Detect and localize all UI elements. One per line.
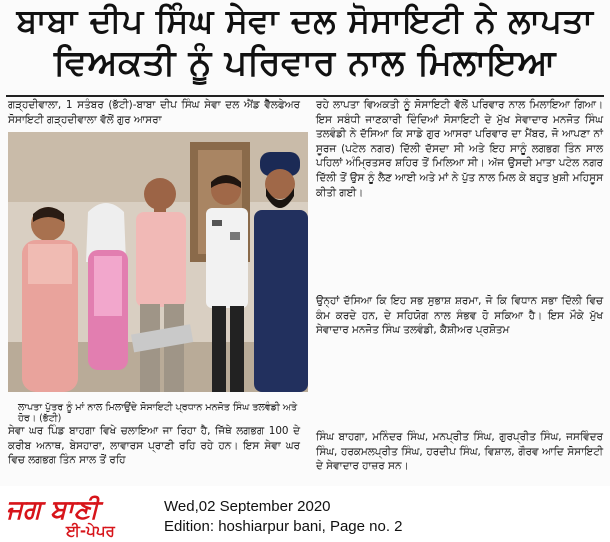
headline-divider: [6, 95, 604, 97]
publication-date: Wed,02 September 2020: [164, 498, 331, 515]
dateline-paragraph: ਗੜ੍ਹਦੀਵਾਲਾ, 1 ਸਤੰਬਰ (ਭੱਟੀ)-ਬਾਬਾ ਦੀਪ ਸਿੰਘ ਸੇਵਾ ਦਲ ਐਂਡ ਵੈੱਲਫੇਅਰ ਸੋਸਾਇਟੀ ਗੜ੍ਹਦੀਵਾਲਾ ਵੱਲੋਂ ਗੁਰ ਆਸਰਾ: [8, 99, 300, 126]
news-photo-illustration: [8, 132, 308, 392]
headline-line-1: ਬਾਬਾ ਦੀਪ ਸਿੰਘ ਸੇਵਾ ਦਲ ਸੋਸਾਇਟੀ ਨੇ ਲਾਪਤਾ: [16, 1, 594, 40]
news-photo: [8, 132, 308, 392]
photo-caption: ਲਾਪਤਾ ਪੁੱਤਰ ਨੂੰ ਮਾਂ ਨਾਲ ਮਿਲਾਉਂਦੇ ਸੋਸਾਇਟੀ ਪ੍ਰਧਾਨ ਮਨਜੋਤ ਸਿੰਘ ਤਲਵੰਡੀ ਅਤੇ ਹੋਰ। (ਭੱਟੀ): [18, 402, 298, 424]
logo-main-text: ਜਗ ਬਾਣੀ: [6, 495, 99, 525]
article-col2-mid: [316, 294, 603, 338]
edition-info: Edition: hoshiarpur bani, Page no. 2: [164, 518, 403, 535]
article-col2-top: [316, 98, 603, 200]
logo-sub-text: ਈ-ਪੇਪਰ: [66, 522, 115, 538]
article-paragraph: ਰਹੇ ਲਾਪਤਾ ਵਿਅਕਤੀ ਨੂੰ ਸੋਸਾਇਟੀ ਵੱਲੋਂ ਪਰਿਵਾਰ ਨਾਲ ਮਿਲਾਇਆ ਗਿਆ। ਇਸ ਸਬੰਧੀ ਜਾਣਕਾਰੀ ਦਿੰਦਿਆਂ ਸੋਸਾਇਟੀ ਦੇ ਮੁੱਖ ਸੇਵਾਦਾਰ ਮਨਜੋਤ ਸਿੰਘ ਤਲਵੰਡੀ ਨੇ ਦੱਸਿਆ ਕਿ ਸਾਡੇ ਗੁਰ ਆਸਰਾ ਪਰਿਵਾਰ ਦਾ ਮੈਂਬਰ, ਜੋ ਆਪਣਾ ਨਾਂ ਸੂਰਜ (ਪਟੇਲ ਨਗਰ) ਦਿੱਲੀ ਦੱਸਦਾ ਸੀ ਅਤੇ ਇਹ ਸਾਨੂੰ ਲਗਭਗ ਤਿੰਨ ਸਾਲ ਪਹਿਲਾਂ ਅੰਮ੍ਰਿਤਸਰ ਸ਼ਹਿਰ ਤੋਂ ਮਿਲਿਆ ਸੀ। ਅੱਜ ਉਸਦੀ ਮਾਤਾ ਪਟੇਲ ਨਗਰ ਦਿੱਲੀ ਤੋਂ ਉਸ ਨੂੰ ਲੈਣ ਆਈ ਅਤੇ ਮਾਂ ਨੇ ਪੁੱਤ ਨਾਲ ਮਿਲ ਕੇ ਬਹੁਤ ਖ਼ੁਸ਼ੀ ਮਹਿਸੂਸ ਕੀਤੀ ਗਈ।: [316, 99, 603, 199]
jagbani-epaper-logo[interactable]: [4, 492, 154, 538]
article-col1-bottom: [8, 424, 300, 468]
article-paragraph: ਸਿੰਘ ਬਾਹਗਾ, ਮਨਿੰਦਰ ਸਿੰਘ, ਮਨਪ੍ਰੀਤ ਸਿੰਘ, ਗੁਰਪ੍ਰੀਤ ਸਿੰਘ, ਜਸਵਿੰਦਰ ਸਿੰਘ, ਹਰਕਮਲਪ੍ਰੀਤ ਸਿੰਘ, ਹਰਦੀਪ ਸਿੰਘ, ਵਿਸ਼ਾਲ, ਗੌਰਵ ਆਦਿ ਸੋਸਾਇਟੀ ਦੇ ਸੇਵਾਦਾਰ ਹਾਜ਼ਰ ਸਨ।: [316, 431, 603, 473]
headline-line-2: ਵਿਅਕਤੀ ਨੂੰ ਪਰਿਵਾਰ ਨਾਲ ਮਿਲਾਇਆ: [53, 43, 557, 83]
article-col1-top: [8, 98, 300, 127]
article-paragraph: ਉਨ੍ਹਾਂ ਦੱਸਿਆ ਕਿ ਇਹ ਸਭ ਸੁਭਾਸ਼ ਸ਼ਰਮਾ, ਜੋ ਕਿ ਵਿਧਾਨ ਸਭਾ ਦਿੱਲੀ ਵਿਚ ਕੰਮ ਕਰਦੇ ਹਨ, ਦੇ ਸਹਿਯੋਗ ਨਾਲ ਸੰਭਵ ਹੋ ਸਕਿਆ ਹੈ। ਇਸ ਮੌਕੇ ਮੁੱਖ ਸੇਵਾਦਾਰ ਮਨਜੋਤ ਸਿੰਘ ਤਲਵੰਡੀ, ਕੈਸ਼ੀਅਰ ਪ੍ਰਸ਼ੋਤਮ: [316, 295, 603, 337]
article-col2-bottom: [316, 430, 603, 474]
article-paragraph: ਸੇਵਾ ਘਰ ਪਿੰਡ ਬਾਹਗਾ ਵਿਖੇ ਚਲਾਇਆ ਜਾ ਰਿਹਾ ਹੈ, ਜਿੱਥੇ ਲਗਭਗ 100 ਦੇ ਕਰੀਬ ਅਨਾਥ, ਬੇਸਹਾਰਾ, ਲਾਵਾਰਸ ਪ੍ਰਾਣੀ ਰਹਿ ਰਹੇ ਹਨ। ਇਸ ਸੇਵਾ ਘਰ ਵਿਚ ਲਗਭਗ ਤਿੰਨ ਸਾਲ ਤੋਂ ਰਹਿ: [8, 425, 300, 467]
